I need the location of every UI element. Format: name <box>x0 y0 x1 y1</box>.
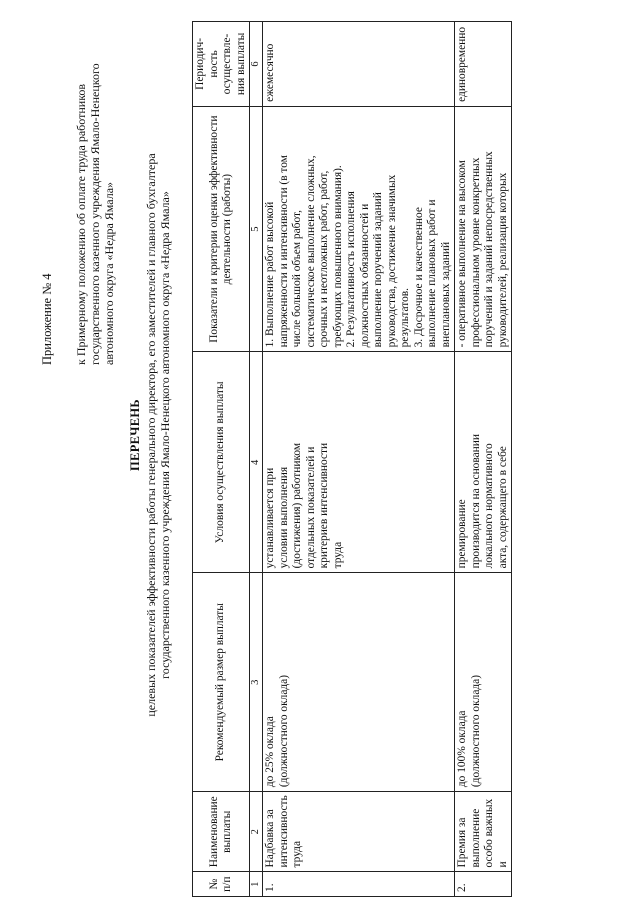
column-number: 4 <box>250 352 263 573</box>
appendix-reference <box>74 25 116 365</box>
cell-line: и <box>496 861 509 868</box>
cell-line: (должностного оклада) <box>277 674 290 788</box>
header-payment-size: Рекомендуемый размер выплаты <box>193 573 250 792</box>
payment-criteria <box>263 106 455 352</box>
cell-line: Надбавка за <box>264 809 276 868</box>
row-number: 1. <box>263 872 455 897</box>
payment-size <box>263 573 455 792</box>
cell-line: руководства, достижение значимых <box>385 174 398 348</box>
payment-periodicity <box>455 22 512 107</box>
cell-line: производится на основании <box>469 434 482 569</box>
header-periodicity: Периодич-ность осуществле-ния выплаты <box>193 22 250 107</box>
cell-line: 3. Досрочное и качественное <box>412 207 425 348</box>
cell-line: поручений и заданий непосредственных <box>483 151 495 348</box>
payment-criteria <box>455 106 512 352</box>
cell-line: внеплановых заданий <box>439 241 452 348</box>
row-number: 2. <box>455 872 512 897</box>
cell-line: выполнение плановых работ и <box>426 199 438 348</box>
cell-line: требующих повышенного внимания). <box>331 165 344 348</box>
cell-line: устанавливается при <box>264 467 276 569</box>
cell-line: - оперативное выполнение на высоком <box>456 160 468 348</box>
cell-line: 2. Результативность исполнения <box>345 191 357 348</box>
cell-line: отдельных показателей и <box>304 446 317 569</box>
appendix-line: автономного округа «Недра Ямала» <box>102 181 116 365</box>
payment-size <box>455 573 512 792</box>
appendix-line: государственного казенного учреждения Ямало-Ненецкого <box>88 63 102 365</box>
cell-line: критериев интенсивности <box>318 442 330 569</box>
table-row <box>263 22 455 897</box>
header-number: № п/п <box>193 872 250 897</box>
cell-line: 1. Выполнение работ высокой <box>264 201 276 348</box>
cell-line: (достижения) работником <box>291 442 303 569</box>
cell-line: руководителей, реализация которых <box>496 172 509 348</box>
cell-line: должностных обязанностей и <box>358 203 371 348</box>
cell-line: результатов. <box>399 287 411 348</box>
document-heading <box>128 55 172 815</box>
cell-line: труда <box>291 840 303 868</box>
cell-line: числе большой объем работ, <box>291 210 303 348</box>
column-number: 3 <box>250 573 263 792</box>
cell-line: интенсивность <box>277 795 290 868</box>
header-payment-name: Наименование выплаты <box>193 792 250 872</box>
cell-line: (должностного оклада) <box>469 674 482 788</box>
cell-line: локального нормативного <box>483 443 495 569</box>
cell-line: выполнение поручений заданий <box>372 192 384 348</box>
column-number-row <box>250 22 263 897</box>
column-number: 6 <box>250 22 263 107</box>
cell-line: до 25% оклада <box>264 716 276 788</box>
subtitle-line: государственного казенного учреждения Ямало-Ненецкого автономного округа «Недра Ямала» <box>157 191 172 679</box>
cell-line: выполнение <box>469 808 482 868</box>
cell-line: срочных и неотложных работ, работ, <box>318 170 330 348</box>
cell-line: акта, содержащего в себе <box>496 446 509 569</box>
cell-line: до 100% оклада <box>456 710 468 788</box>
document-title: ПЕРЕЧЕНЬ <box>128 399 142 471</box>
cell-line: напряженности и интенсивности (в том <box>277 155 290 348</box>
payment-periodicity <box>263 22 455 107</box>
payment-conditions <box>263 352 455 573</box>
header-conditions: Условия осуществления выплаты <box>193 352 250 573</box>
column-number: 1 <box>250 872 263 897</box>
indicators-table <box>192 21 512 897</box>
cell-line: труда <box>331 541 344 569</box>
cell-line: профессиональном уровне конкретных <box>469 157 482 348</box>
table-header-row <box>193 22 250 897</box>
appendix-block <box>40 25 116 365</box>
cell-line: условии выполнения <box>277 466 290 569</box>
cell-line: особо важных <box>483 798 495 868</box>
cell-line: систематическое выполнение сложных, <box>304 155 317 348</box>
cell-line: ежемесячно <box>264 43 276 102</box>
column-number: 5 <box>250 106 263 352</box>
appendix-title: Приложение № 4 <box>40 273 54 365</box>
header-criteria: Показатели и критерии оценки эффективности деятельности (работы) <box>193 106 250 352</box>
payment-name <box>263 792 455 872</box>
table-row <box>455 22 512 897</box>
payment-conditions <box>455 352 512 573</box>
subtitle-line: целевых показателей эффективности работы генерального директора, его заместителей и главного бухгалтера <box>144 153 158 717</box>
cell-line: единовременно <box>456 26 468 102</box>
appendix-line: к Примерному положению об оплате труда работников <box>74 83 88 365</box>
cell-line: премирование <box>456 499 468 569</box>
column-number: 2 <box>250 792 263 872</box>
payment-name <box>455 792 512 872</box>
cell-line: Премия за <box>456 817 468 868</box>
document-subtitle <box>145 55 172 815</box>
